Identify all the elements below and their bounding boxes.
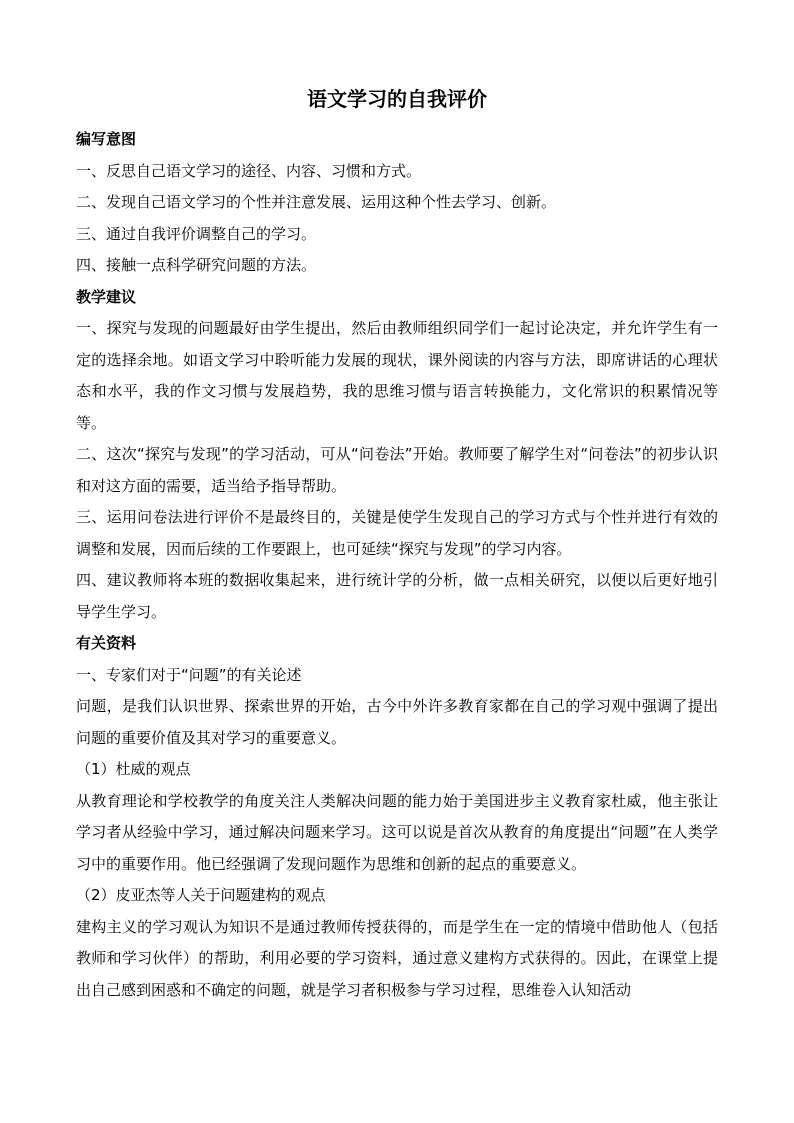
section-teaching-advice — [76, 282, 718, 629]
paragraph: 从教育理论和学校教学的角度关注人类解决问题的能力始于美国进步主义教育家杜威，他主张让学习者从经验中学习，通过解决问题来学习。这可以说是首次从教育的角度提出“问题”在人类学习中的重要作用。他已经强调了发现问题作为思维和创新的起点的重要意义。 — [76, 791, 718, 873]
paragraph: 四、接触一点科学研究问题的方法。 — [76, 256, 317, 274]
document-page — [76, 84, 718, 1006]
section-heading: 编写意图 — [76, 130, 137, 148]
paragraph: 四、建议教师将本班的数据收集起来，进行统计学的分析，做一点相关研究，以便以后更好地引导学生学习。 — [76, 571, 718, 621]
paragraph: 一、反思自己语文学习的途径、内容、习惯和方式。 — [76, 161, 422, 180]
section-reference-materials — [76, 628, 718, 1006]
paragraph: 一、专家们对于“问题”的有关论述 — [76, 665, 302, 684]
paragraph: 一、探究与发现的问题最好由学生提出，然后由教师组织同学们一起讨论决定，并允许学生有一定的选择余地。如语文学习中聆听能力发展的现状，课外阅读的内容与方法，即席讲话的心理状态和水平，我的作文习惯与发展趋势，我的思维习惯与语言转换能力，文化常识的积累情况等等。 — [76, 319, 718, 432]
subheading-piaget: （2）皮亚杰等人关于问题建构的观点 — [76, 886, 326, 904]
section-writing-intent — [76, 124, 718, 282]
paragraph: 三、通过自我评价调整自己的学习。 — [76, 224, 317, 243]
paragraph: 建构主义的学习观认为知识不是通过教师传授获得的，而是学生在一定的情境中借助他人（包括教师和学习伙伴）的帮助，利用必要的学习资料，通过意义建构方式获得的。因此，在课堂上提出自己感到困惑和不确定的问题，就是学习者积极参与学习过程，思维卷入认知活动 — [76, 917, 718, 999]
paragraph: 问题，是我们认识世界、探索世界的开始，古今中外许多教育家都在自己的学习观中强调了提出问题的重要价值及其对学习的重要意义。 — [76, 697, 718, 747]
paragraph: 二、这次“探究与发现”的学习活动，可从“问卷法”开始。教师要了解学生对“问卷法”的初步认识和对这方面的需要，适当给予指导帮助。 — [76, 445, 718, 495]
document-title: 语文学习的自我评价 — [307, 87, 487, 111]
subheading-dewey: （1）杜威的观点 — [76, 760, 191, 778]
paragraph: 三、运用问卷法进行评价不是最终目的，关键是使学生发现自己的学习方式与个性并进行有效的调整和发展，因而后续的工作要跟上，也可延续“探究与发现”的学习内容。 — [76, 508, 718, 558]
paragraph: 二、发现自己语文学习的个性并注意发展、运用这种个性去学习、创新。 — [76, 193, 557, 211]
section-heading: 有关资料 — [76, 634, 137, 652]
section-heading: 教学建议 — [76, 287, 137, 306]
